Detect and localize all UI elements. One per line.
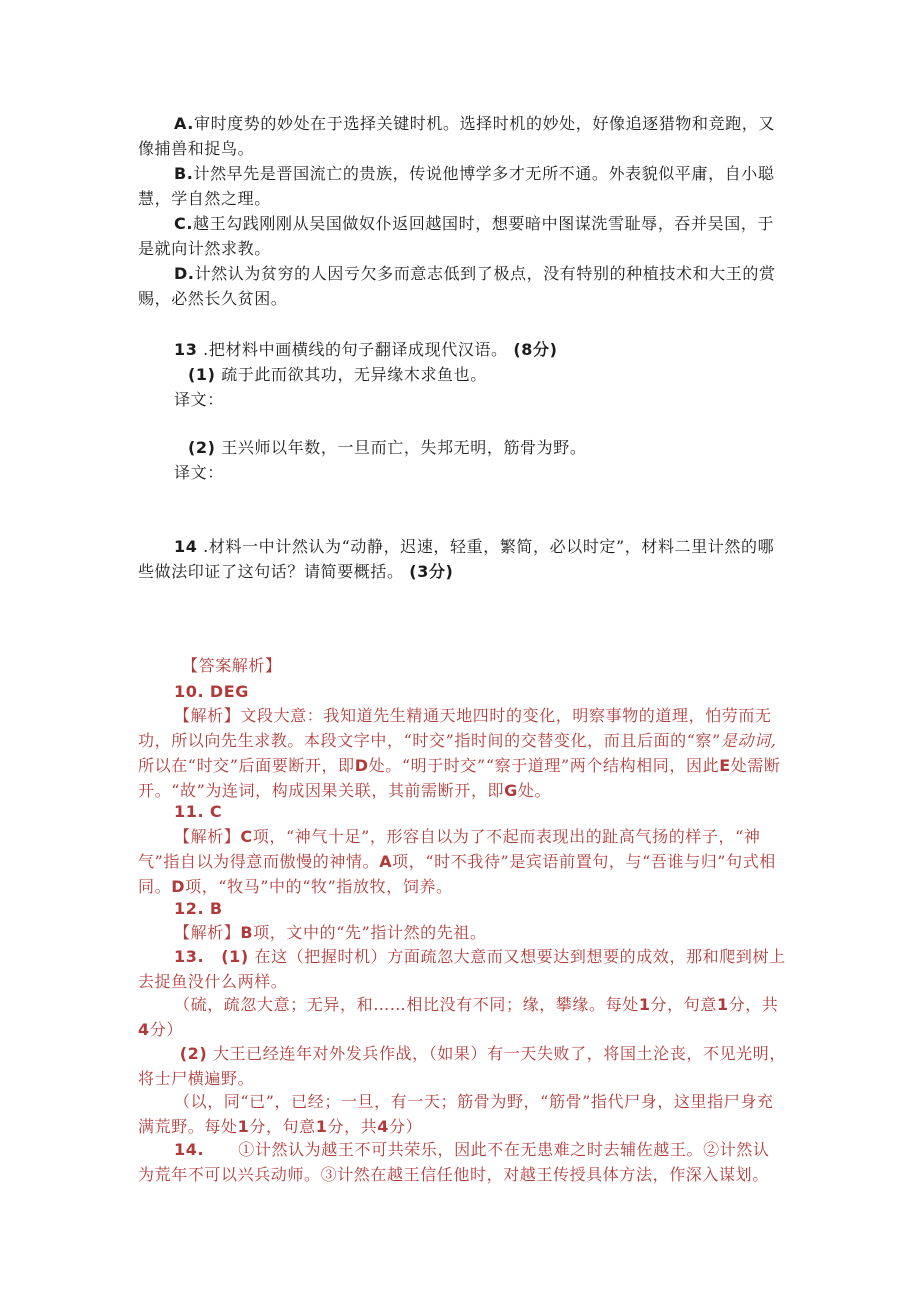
answer-13-s1-number: (1) bbox=[221, 947, 249, 966]
answer-11-letter-d: D bbox=[171, 877, 186, 896]
answer-10-text-2b: 处。“明于时交”“察于道理”两个结构相同，因此 bbox=[368, 756, 720, 775]
sentence-2-text: 王兴师以年数，一旦而亡，失邦无明，筋骨为野。 bbox=[221, 438, 587, 457]
note-1-b: 分，句意 bbox=[650, 995, 717, 1014]
translation-label-2: 译文： bbox=[174, 463, 224, 482]
answer-13-s1-text: 在这（把握时机）方面疏忽大意而又想要达到想要的成效，那和爬到树上去捉鱼没什么两样。 bbox=[138, 947, 786, 991]
answer-13-part-2 bbox=[138, 1041, 786, 1091]
option-d bbox=[138, 261, 786, 311]
question-13-prompt: .把材料中画横线的句子翻译成现代汉语。 bbox=[203, 340, 508, 359]
answer-10-text-1: 文段大意：我知道先生精通天地四时的变化，明察事物的道理，怕劳而无功，所以向先生求教。本段文字中，“时交”指时间的交替变化，而且后面的“察” bbox=[138, 706, 772, 750]
question-13-score: (8分) bbox=[513, 340, 558, 359]
option-c-text: 越王勾践刚刚从吴国做奴仆返回越国时，想要暗中图谋洗雪耻辱，吞并吴国，于是就向计然求教。 bbox=[138, 214, 775, 258]
question-14-score: (3分) bbox=[409, 562, 454, 581]
sentence-1-number: (1) bbox=[188, 365, 216, 384]
answer-11-text-3: 项，“牧马”中的“牧”指放牧，饲养。 bbox=[185, 877, 453, 896]
answer-10-letter-g: G bbox=[504, 781, 518, 800]
answer-14-number: 14. bbox=[174, 1140, 205, 1159]
answer-11-value: C bbox=[209, 802, 223, 821]
answer-12-text: 项，文中的“先”指计然的先祖。 bbox=[253, 923, 487, 942]
option-b-text: 计然早先是晋国流亡的贵族，传说他博学多才无所不通。外表貌似平庸，自小聪慧，学自然之理。 bbox=[138, 164, 775, 208]
answer-13-note-2 bbox=[138, 1089, 786, 1139]
answer-10-analysis bbox=[138, 703, 786, 803]
answer-10-number: 10. bbox=[174, 682, 205, 701]
answer-11 bbox=[174, 799, 222, 824]
answer-13-s2-number: (2) bbox=[179, 1044, 208, 1063]
note-2-b: 分，句意 bbox=[249, 1117, 316, 1136]
answer-13-note-1 bbox=[138, 992, 786, 1042]
answer-10-tag: 【解析】 bbox=[174, 706, 241, 725]
answer-13-number: 13. bbox=[174, 947, 205, 966]
note-1-each: 1 bbox=[638, 995, 651, 1014]
question-13-sentence-2 bbox=[188, 435, 586, 460]
translation-label-1: 译文： bbox=[174, 390, 224, 409]
question-14 bbox=[138, 534, 786, 584]
option-d-text: 计然认为贫穷的人因亏欠多而意志低到了极点，没有特别的种植技术和大王的赏赐，必然长久贫困。 bbox=[138, 264, 776, 308]
answer-11-tag: 【解析】 bbox=[174, 827, 241, 846]
question-14-prompt: .材料一中计然认为“动静，迟速，轻重，繁简，必以时定”，材料二里计然的哪些做法印证了这句话？请简要概括。 bbox=[138, 537, 775, 581]
option-c bbox=[138, 211, 786, 261]
answer-12-letter-b: B bbox=[240, 923, 254, 942]
option-c-key: C. bbox=[174, 214, 194, 233]
answer-10-text-2c: 处需断开。“故”为连词，构成因果关联，其前需断开，即 bbox=[138, 756, 781, 800]
answer-10-italic: 是动词, bbox=[720, 731, 777, 750]
option-a-text: 审时度势的妙处在于选择关键时机。选择时机的妙处，好像追逐猎物和竞跑，又像捕兽和捉鸟。 bbox=[138, 114, 775, 158]
answer-11-letter-a: A bbox=[379, 852, 393, 871]
answer-12-analysis bbox=[174, 920, 487, 945]
answer-10 bbox=[174, 679, 249, 704]
answer-11-text-2: 项，“时不我待”是宾语前置句，与“吾谁与归”句式相同。 bbox=[138, 852, 776, 896]
note-1-sense: 1 bbox=[716, 995, 729, 1014]
answer-12 bbox=[174, 896, 223, 921]
option-a bbox=[138, 111, 786, 161]
note-2-total: 4 bbox=[377, 1117, 390, 1136]
answer-11-analysis bbox=[138, 824, 786, 899]
answers-header: 【答案解析】 bbox=[182, 656, 282, 675]
answer-10-text-2d: 处。 bbox=[517, 781, 552, 800]
option-b-key: B. bbox=[174, 164, 194, 183]
question-13 bbox=[138, 337, 786, 362]
note-1-total: 4 bbox=[138, 1020, 150, 1039]
answer-10-letter-d: D bbox=[354, 756, 369, 775]
answer-10-letter-e: E bbox=[719, 756, 731, 775]
answer-13-note-1a: （硫，疏忽大意；无异，和……相比没有不同；缘，攀缘。每处 bbox=[174, 995, 639, 1014]
sentence-2-number: (2) bbox=[188, 438, 216, 457]
answer-13-part-1 bbox=[138, 944, 786, 994]
option-a-key: A. bbox=[174, 114, 194, 133]
note-1-d: 分） bbox=[149, 1020, 183, 1039]
note-1-c: 分，共 bbox=[728, 995, 779, 1014]
answer-10-text-2a: 所以在“时交”后面要断开，即 bbox=[138, 756, 355, 775]
note-2-a: （以，同“已”，已经；一旦，有一天；筋骨为野，“筋骨”指代尸身，这里指尸身充满荒野。每处 bbox=[138, 1092, 774, 1136]
answer-11-text-1: 项，“神气十足”，形容自以为了不起而表现出的趾高气扬的样子，“神气”指自以为得意而傲慢的神情。 bbox=[138, 827, 761, 871]
note-2-sense: 1 bbox=[315, 1117, 328, 1136]
answer-12-tag: 【解析】 bbox=[174, 923, 241, 942]
answer-11-number: 11. bbox=[174, 802, 205, 821]
answer-13-s2-text: 大王已经连年对外发兵作战，（如果）有一天失败了，将国土沦丧，不见光明，将士尸横遍野。 bbox=[138, 1044, 786, 1088]
question-13-number: 13 bbox=[174, 340, 198, 359]
question-13-sentence-1 bbox=[188, 362, 487, 387]
answer-10-value: DEG bbox=[209, 682, 249, 701]
answer-14-text: ①计然认为越王不可共荣乐，因此不在无患难之时去辅佐越王。②计然认为荒年不可以兴兵动师。③计然在越王信任他时，对越王传授具体方法，作深入谋划。 bbox=[138, 1140, 770, 1184]
note-2-each: 1 bbox=[237, 1117, 250, 1136]
option-b bbox=[138, 161, 786, 211]
option-d-key: D. bbox=[174, 264, 195, 283]
answer-14 bbox=[138, 1137, 786, 1187]
note-2-d: 分） bbox=[389, 1117, 423, 1136]
answer-12-number: 12. bbox=[174, 899, 205, 918]
answer-11-letter-c: C bbox=[240, 827, 253, 846]
answer-12-value: B bbox=[209, 899, 223, 918]
note-2-c: 分，共 bbox=[327, 1117, 378, 1136]
sentence-1-text: 疏于此而欲其功，无异缘木求鱼也。 bbox=[221, 365, 487, 384]
question-14-number: 14 bbox=[174, 537, 198, 556]
